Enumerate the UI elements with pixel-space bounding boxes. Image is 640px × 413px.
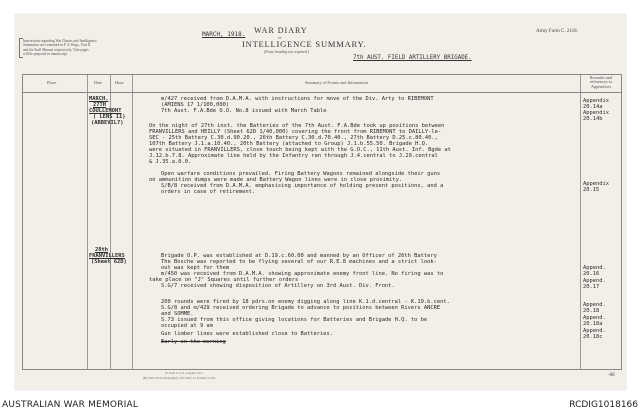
place-entry: ( LENS 11) xyxy=(93,114,126,120)
column-header-date: Date xyxy=(94,80,103,85)
entry-line: S/B/8 received from D.A.M.A. emphasising importance of holding present positions, and a xyxy=(161,183,444,189)
title-war-diary: WAR DIARY xyxy=(254,26,308,35)
entry-line: Gun limber lines were established close to Batteries. xyxy=(161,331,334,337)
diary-month: MARCH, 1918. xyxy=(202,31,246,38)
appendix-ref: Append. 20.18a xyxy=(583,315,606,327)
entry-line: m/427 received from D.A.M.A. with instructions for move of the Div. Arty to RIBEMONT xyxy=(161,96,434,102)
army-form-number: Army Form C. 2118. xyxy=(536,29,578,34)
place-entry: MARCH. xyxy=(89,96,109,102)
watermark-reference: RCDIG1018166 xyxy=(569,400,638,410)
column-header-summary: Summary of Events and Information xyxy=(305,80,369,85)
entry-line: FRANVILLERS and HEILLY (Sheet 62D 1/40,000) covering the front from RIBEMONT to DAILLY-le- xyxy=(149,129,442,135)
entry-line: On the night of 27th inst. the Batteries of the 7th Aust. F.A.Bde took up positions between xyxy=(149,123,445,129)
entry-line: 200 rounds were fired by 18 pdrs.on enemy digging along line K.1.d.central - K.19.b.cent. xyxy=(161,299,450,305)
place-entry: COULLEMONT xyxy=(89,108,122,114)
column-divider xyxy=(132,75,133,369)
entry-line: were situated in FRANVILLERS, close touch being kept with the G.O.C., 11th Aust. Inf. Bgde at xyxy=(149,147,451,153)
entry-line: The Bosche was reported to be flying several of our R.E.8 machines and a strict look- xyxy=(161,259,437,265)
instructions-line: Summaries are contained in F. S. Regs., Part II. xyxy=(23,43,92,48)
printer-imprint: (B) 7001/45 51 Dec(ember) 1917 Ref. 21 Forms/C.2118. xyxy=(143,376,216,380)
instructions-line: and the Staff Manual respectively. Title pages xyxy=(23,47,89,52)
entry-line: J.12.b.7.8. Approximate line held by the Infantry ran through J.4.central to J.29.central xyxy=(149,153,438,159)
header-rule xyxy=(23,92,621,93)
column-header-hour: Hour xyxy=(115,80,124,85)
entry-line: & J.35.a.0.0. xyxy=(149,159,192,165)
place-entry: 27TH xyxy=(93,102,106,108)
place-entry: (ABBEVIL7) xyxy=(91,120,124,126)
title-or: or xyxy=(278,35,282,40)
printer-imprint: W. D.& S. Ltd., London, W.C. xyxy=(165,371,204,375)
place-entry: (Sheet 62D) xyxy=(91,259,127,265)
appendix-ref: Appendix 20.14a xyxy=(583,98,609,110)
instructions-note xyxy=(23,39,123,56)
appendix-ref: Append. 20.18c xyxy=(583,328,606,340)
remarks-header-line: Appendices xyxy=(590,83,612,89)
appendix-ref: Appendix 20.15 xyxy=(583,181,609,193)
entry-line: (AMIENS 17 1/100,000) xyxy=(161,102,230,108)
appendix-ref: Append. 20.16 xyxy=(583,265,606,277)
diary-table xyxy=(22,74,622,370)
entry-line-struck: Early on the morning xyxy=(161,339,226,345)
entry-line: S.G/8 and m/429 received ordering Brigade to advance to positions between Rivers ANCRE xyxy=(161,305,441,311)
column-divider xyxy=(580,75,581,369)
entry-line: on ammunition dumps were made and Battery Wagon lines were in close proximity. xyxy=(149,177,403,183)
remarks-header-line: references to xyxy=(589,79,613,85)
entry-line: 7th Aust. F.A.Bde O.O. No.8 issued with March Table xyxy=(161,108,327,114)
place-entry: FRANVILLERS xyxy=(89,253,125,259)
appendix-ref: Append. 20.17 xyxy=(583,278,606,290)
entry-line: Open warfare conditions prevailed. Firing Battery Wagons remained alongside their guns xyxy=(161,171,441,177)
watermark-institution: AUSTRALIAN WAR MEMORIAL xyxy=(2,400,139,410)
entry-line: out was kept for them xyxy=(161,265,230,271)
column-header-place: Place xyxy=(47,80,57,85)
entry-line: S.G/7 received showing disposition of Artillery on 3rd Aust. Div. Front. xyxy=(161,283,395,289)
entry-line: orders in case of retirement. xyxy=(161,189,256,195)
entry-line: m/450 was received from D.A.M.A. showing approximate enemy front line. No firing was to xyxy=(161,271,444,277)
title-intelligence-summary: INTELLIGENCE SUMMARY. xyxy=(242,39,367,49)
instructions-line: will be prepared in manuscript. xyxy=(23,51,68,56)
place-entry: 28th xyxy=(95,247,108,253)
unit-name: 7th AUST. FIELD ARTILLERY BRIGADE. xyxy=(353,55,472,61)
entry-line: take place on "J" Squares until further orders xyxy=(149,277,299,283)
entry-line: SEC - 25th Battery C.30.d.90.20., 26th Battery C.30.d.70.40., 27th Battery D.25.c.80.40., xyxy=(149,135,438,141)
column-header-remarks xyxy=(583,76,619,89)
entry-line: occupied at 9 am xyxy=(161,323,213,329)
entry-line: 107th Battery J.1.a.10.40., 20th Battery (attached to Group) J.1.b.55.50. Brigade H.Q. xyxy=(149,141,429,147)
entry-line: S.73 issued from this office giving locations for Batteries and Brigade H.Q. to be xyxy=(161,317,428,323)
entry-line: Brigade O.P. was established at D.19.c.60.00 and manned by an Officer of 26th Battery xyxy=(161,253,437,259)
remarks-header-line: Remarks and xyxy=(589,75,613,80)
diary-sheet xyxy=(15,14,626,390)
corner-mark: -68 xyxy=(608,373,615,378)
title-note: (Erase heading not required.) xyxy=(264,50,310,54)
entry-line: and SOMME. xyxy=(161,311,194,317)
instructions-line: Instructions regarding War Diaries and Intelligence xyxy=(23,39,97,43)
appendix-ref: Append. 20.18 xyxy=(583,302,606,314)
column-divider xyxy=(87,75,88,369)
appendix-ref: Appendix 20.14b xyxy=(583,110,609,122)
